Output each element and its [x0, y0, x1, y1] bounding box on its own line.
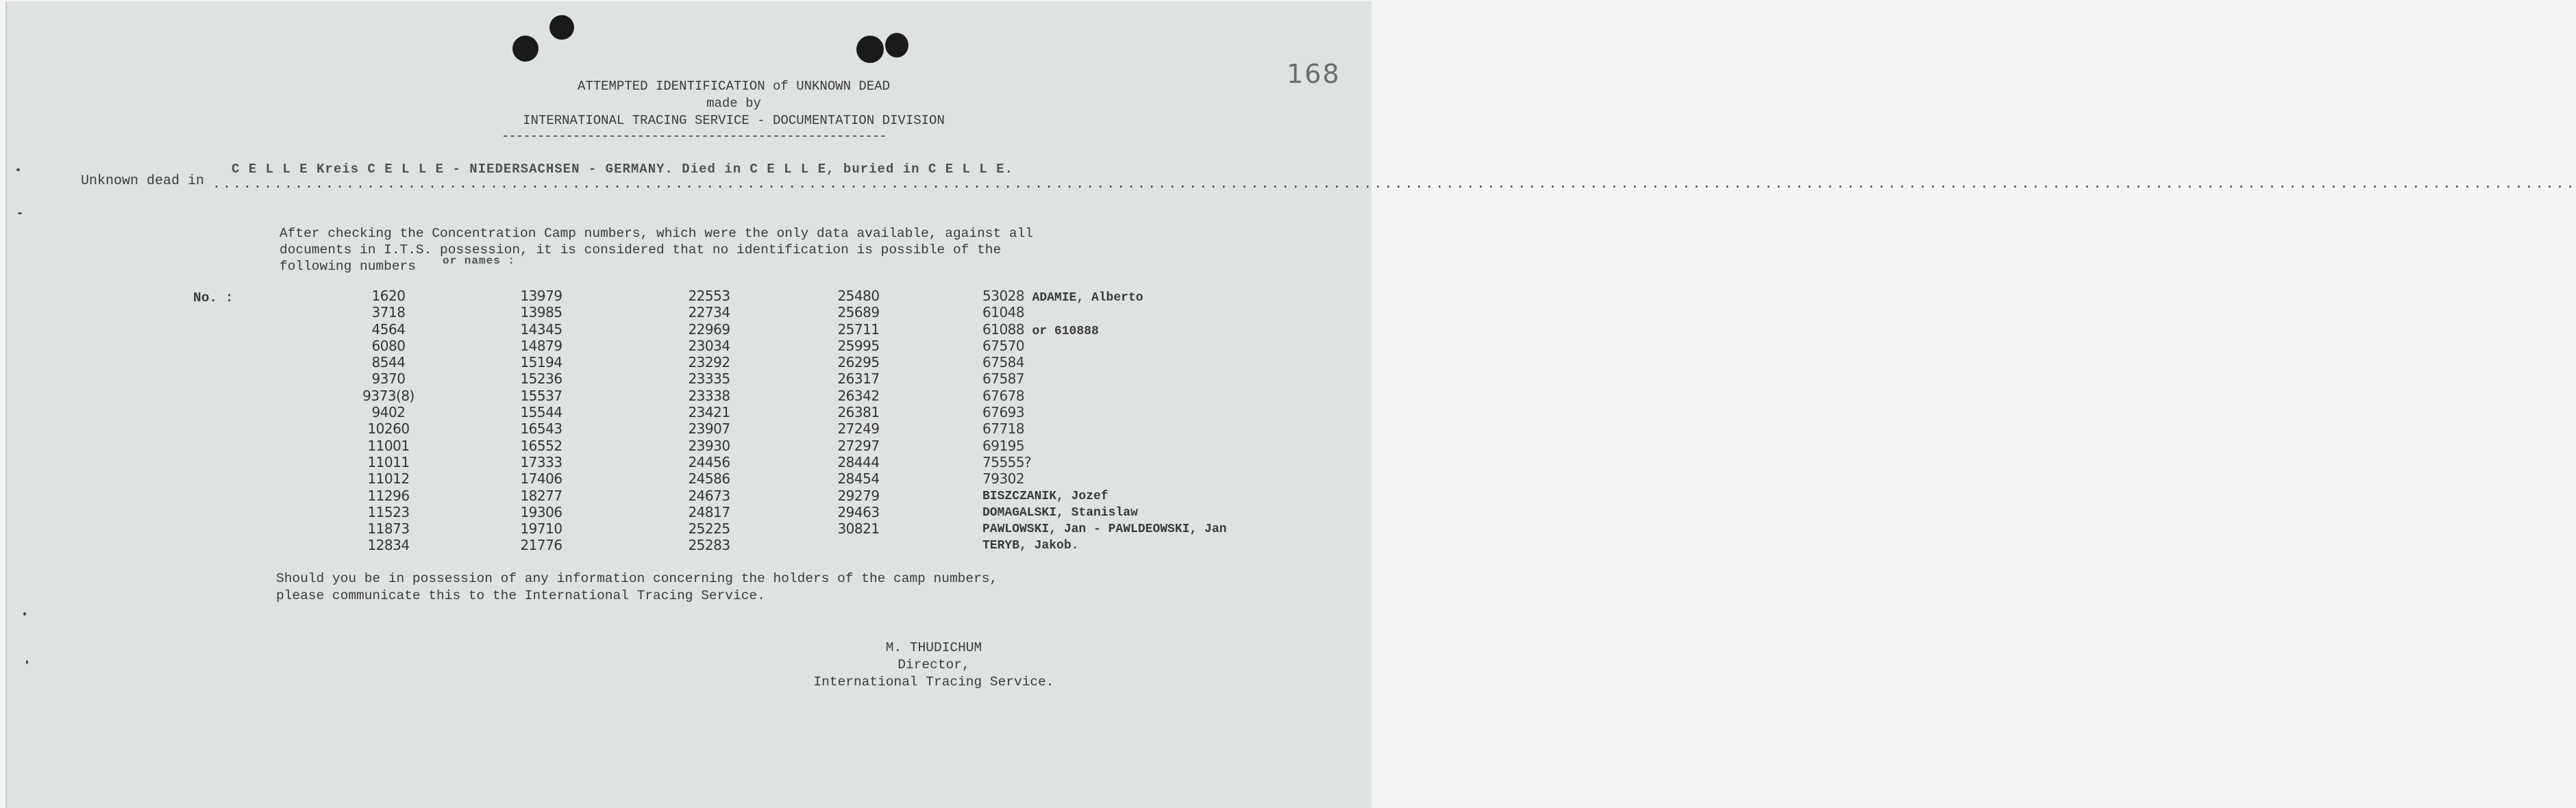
- paper-speck: [18, 212, 22, 214]
- punch-hole: [512, 36, 538, 62]
- camp-entry: 67570: [982, 337, 1025, 354]
- camp-number: 26342: [837, 387, 880, 404]
- camp-number: 22734: [688, 304, 730, 321]
- camp-entry: 61048: [982, 304, 1025, 321]
- camp-number: 12834: [367, 537, 410, 554]
- camp-number: 11001: [367, 437, 410, 454]
- camp-number: 23338: [688, 387, 730, 404]
- camp-entry: 67587: [982, 370, 1025, 388]
- camp-number: 15537: [520, 387, 562, 404]
- camp-number: 11523: [367, 503, 410, 520]
- camp-entry: 67678: [982, 387, 1025, 404]
- signatory-title: Director,: [897, 657, 970, 672]
- signatory-organization: International Tracing Service.: [813, 674, 1054, 690]
- camp-number: 24673: [688, 487, 730, 504]
- camp-number: 27249: [837, 420, 880, 438]
- camp-number: 11012: [367, 470, 410, 488]
- camp-number: 9370: [371, 370, 406, 388]
- camp-number: 25711: [837, 320, 880, 338]
- camp-number: 19306: [520, 503, 562, 520]
- location-label: Unknown dead in: [81, 173, 205, 189]
- location-dotted-line: ......................................................................................................................................................................................................................................: [212, 177, 2576, 192]
- camp-entry: PAWLOWSKI, Jan - PAWLDEOWSKI, Jan: [982, 522, 1227, 537]
- camp-number: 25689: [837, 304, 880, 321]
- camp-entry: 53028 ADAMIE, Alberto: [982, 288, 1143, 305]
- paper-speck: [16, 168, 20, 171]
- camp-number: 28454: [837, 470, 880, 488]
- camp-number: 19710: [520, 520, 562, 538]
- camp-number: 11873: [367, 520, 410, 538]
- camp-number: 26317: [837, 370, 880, 388]
- camp-number: 9402: [371, 404, 406, 421]
- numbers-names-column-5: [982, 288, 1226, 554]
- camp-number: 28444: [837, 453, 880, 470]
- camp-number: 24817: [688, 503, 730, 520]
- closing-line-2: please communicate this to the International Tracing Service.: [276, 588, 765, 603]
- camp-number: 22553: [688, 288, 730, 304]
- camp-number: 4564: [371, 320, 406, 338]
- camp-number: 14345: [520, 320, 562, 338]
- numbers-column-2: [507, 288, 575, 554]
- camp-number: 25225: [688, 520, 730, 538]
- punch-hole: [885, 33, 908, 58]
- punch-hole: [549, 15, 574, 40]
- header-subtitle: made by: [706, 96, 761, 111]
- paper-speck: [26, 660, 28, 664]
- camp-number: 13985: [520, 304, 562, 321]
- camp-number: 14879: [520, 337, 562, 354]
- intro-line-2: documents in I.T.S. possession, it is considered that no identification is possible of the: [280, 242, 1002, 257]
- document-sheet: [5, 1, 2576, 808]
- header-underline: ------------------------------------------------------: [501, 129, 887, 144]
- camp-number: 23421: [688, 404, 730, 421]
- camp-number: 11011: [367, 453, 410, 470]
- page-number: 168: [1287, 59, 1341, 89]
- intro-inserted-names: or names :: [443, 255, 516, 267]
- signatory-name: M. THUDICHUM: [885, 640, 982, 655]
- camp-number: 30821: [837, 520, 880, 538]
- numbers-column-4: [824, 288, 893, 537]
- camp-number: 16552: [520, 437, 562, 454]
- camp-number: 9373(8): [362, 387, 414, 404]
- closing-line-1: Should you be in possession of any information concerning the holders of the camp numbers,: [276, 571, 998, 586]
- header-organization: INTERNATIONAL TRACING SERVICE - DOCUMENTATION DIVISION: [523, 113, 945, 128]
- numbers-column-3: [675, 288, 743, 554]
- camp-entry: 75555?: [982, 453, 1032, 470]
- camp-number: 13979: [520, 288, 562, 304]
- camp-number: 24586: [688, 470, 730, 488]
- camp-entry: 61088 or 610888: [982, 320, 1099, 338]
- camp-entry: 67584: [982, 354, 1025, 371]
- camp-number: 25480: [837, 288, 880, 304]
- camp-number: 3718: [371, 304, 406, 321]
- camp-number: 10260: [367, 420, 410, 438]
- camp-number: 8544: [371, 354, 406, 371]
- location-stamp: C E L L E Kreis C E L L E - NIEDERSACHSEN - GERMANY. Died in C E L L E, buried in C E L L E.: [232, 162, 1013, 177]
- camp-number: 16543: [520, 420, 562, 438]
- signature-block: [790, 640, 1078, 691]
- camp-number: 6080: [371, 337, 406, 354]
- camp-number: 27297: [837, 437, 880, 454]
- camp-number: 23930: [688, 437, 730, 454]
- camp-number: 11296: [367, 487, 410, 504]
- camp-number: 26381: [837, 404, 880, 421]
- camp-entry: 69195: [982, 437, 1025, 454]
- camp-number: 17333: [520, 453, 562, 470]
- camp-entry: DOMAGALSKI, Stanislaw: [982, 505, 1138, 520]
- camp-number: 15236: [520, 370, 562, 388]
- header-title: ATTEMPTED IDENTIFICATION of UNKNOWN DEAD: [577, 79, 891, 94]
- camp-number: 23335: [688, 370, 730, 388]
- camp-entry: TERYB, Jakob.: [982, 539, 1079, 553]
- number-label: No. :: [193, 290, 234, 305]
- camp-number: 23034: [688, 337, 730, 354]
- camp-entry: 67693: [982, 404, 1025, 421]
- camp-number: 26295: [837, 354, 880, 371]
- paper-speck: [23, 612, 26, 616]
- camp-number: 29463: [837, 503, 880, 520]
- camp-number: 1620: [371, 288, 406, 304]
- camp-number: 15544: [520, 404, 562, 421]
- camp-number: 25995: [837, 337, 880, 354]
- camp-entry: 79302: [982, 470, 1025, 488]
- camp-number: 17406: [520, 470, 562, 488]
- intro-line-3: following numbers: [280, 259, 416, 274]
- camp-number: 18277: [520, 487, 562, 504]
- camp-number: 24456: [688, 453, 730, 470]
- camp-number: 15194: [520, 354, 562, 371]
- numbers-column-1: [337, 288, 440, 554]
- camp-number: 22969: [688, 320, 730, 338]
- camp-number: 25283: [688, 537, 730, 554]
- intro-line-1: After checking the Concentration Camp numbers, which were the only data available, against all: [280, 226, 1033, 241]
- camp-number: 29279: [837, 487, 880, 504]
- camp-entry: BISZCZANIK, Jozef: [982, 489, 1109, 503]
- camp-number: 21776: [520, 537, 562, 554]
- camp-number: 23907: [688, 420, 730, 438]
- camp-entry: 67718: [982, 420, 1025, 438]
- punch-hole: [856, 36, 884, 63]
- camp-number: 23292: [688, 354, 730, 371]
